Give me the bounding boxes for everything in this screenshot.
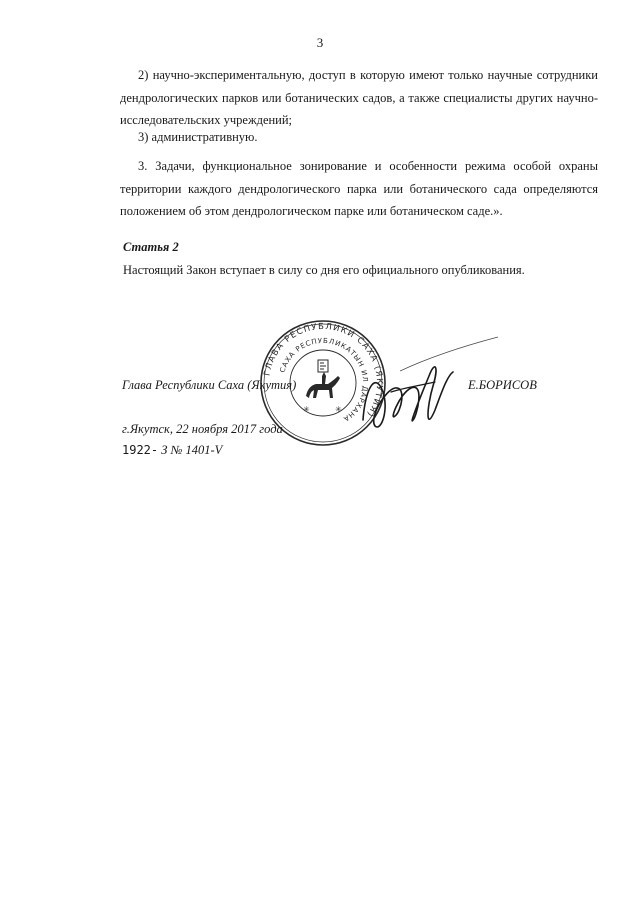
law-number <box>122 443 222 459</box>
pen-stroke-mark <box>400 335 500 375</box>
signatory-name: Е.БОРИСОВ <box>468 378 537 392</box>
law-number-prefix: 1922- <box>122 443 159 457</box>
svg-text:✳: ✳ <box>303 405 310 414</box>
item-2-paragraph: 2) научно-экспериментальную, доступ в которую имеют только научные сотрудники дендрологических парков или ботанических садов, а также специалисты других научно-исследовательских учреждений; <box>120 68 598 127</box>
article-text: Настоящий Закон вступает в силу со дня его официального опубликования. <box>123 263 525 277</box>
seal-outer-text: ГЛАВА РЕСПУБЛИКИ САХА (ЯКУТИЯ) <box>262 321 385 420</box>
seal-emblem-icon <box>306 360 340 398</box>
law-number-rest: З № 1401-V <box>158 443 223 457</box>
page-number: 3 <box>316 35 324 50</box>
item-3-paragraph: 3) административную. <box>138 130 258 144</box>
seal-inner-text: САХА РЕСПУБЛИКАТЫН ИЛ ДАРХАНА <box>278 336 370 424</box>
place-and-date: г.Якутск, 22 ноября 2017 года <box>122 422 283 436</box>
point-3-paragraph: 3. Задачи, функциональное зонирование и особенности режима особой охраны территории каждого дендрологического парка или ботанического сада определяются положением об этом дендрологическом парке или ботаническом саде.». <box>120 159 598 218</box>
svg-text:✳: ✳ <box>335 405 342 414</box>
article-title: Статья 2 <box>123 240 179 254</box>
signatory-title: Глава Республики Саха (Якутия) <box>122 378 297 392</box>
